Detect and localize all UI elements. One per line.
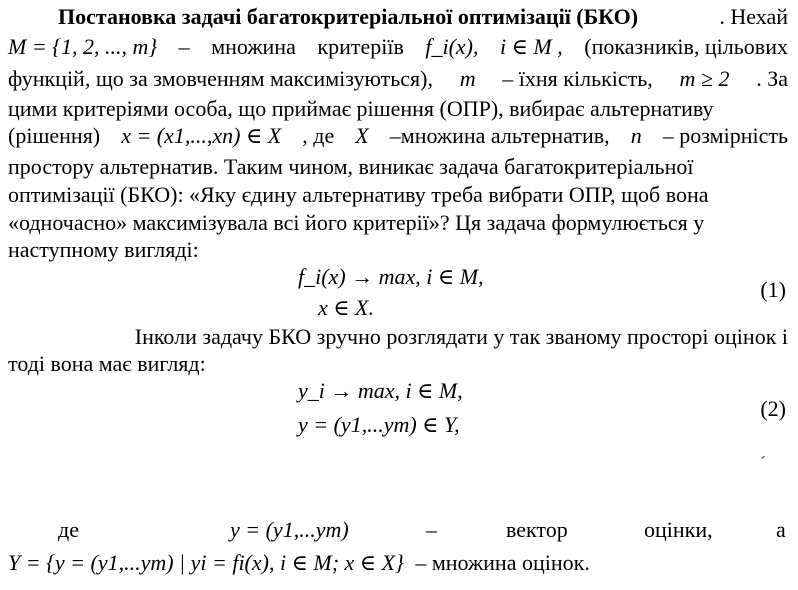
stray-mark: ˊ xyxy=(760,453,766,473)
text-line-4 xyxy=(8,94,788,124)
word: критеріїв xyxy=(317,34,404,59)
text-line-3 xyxy=(8,64,788,94)
text-fragment: . За xyxy=(756,66,788,91)
text-line-9 xyxy=(8,235,788,265)
text-fragment: (показників, цільових xyxy=(584,34,788,59)
equation-1-number: (1) xyxy=(760,277,786,302)
text-line-6 xyxy=(8,152,788,182)
equation-2-number: (2) xyxy=(760,396,786,421)
text-fragment: , де xyxy=(302,123,335,148)
text-line-13 xyxy=(8,548,788,578)
word-vector: вектор xyxy=(506,517,568,542)
equation-2-line-2: y = (y1,...ym) ∈ Y, xyxy=(298,412,460,437)
variable-X: X xyxy=(355,123,369,148)
text-fragment: –множина альтернатив, xyxy=(389,123,610,148)
text-line-2 xyxy=(8,32,788,62)
text-line-8 xyxy=(8,208,788,238)
text-fragment: наступному вигляді: xyxy=(8,237,199,262)
word: множина xyxy=(211,34,296,59)
alternative-vector-formula: x = (x1,...,xn) ∈ X xyxy=(121,123,282,148)
text-fragment: – множина оцінок. xyxy=(415,550,590,575)
word-de: де xyxy=(58,517,79,542)
estimate-vector-formula: y = (y1,...ym) xyxy=(230,517,349,542)
equation-1-line-1: f_i(x) → max, i ∈ M, xyxy=(298,264,484,289)
text-fragment: Інколи задачу БКО зручно розглядати у так званому просторі оцінок і xyxy=(134,324,788,349)
dash: – xyxy=(426,517,437,542)
dash: – xyxy=(178,34,190,59)
variable-n: n xyxy=(630,123,642,148)
section-heading: Постановка задачі багатокритеріальної оптимізації (БКО) xyxy=(58,4,639,29)
text-line-12 xyxy=(8,515,788,545)
text-line-5 xyxy=(8,121,788,151)
text-fragment: тоді вона має вигляд: xyxy=(8,351,206,376)
text-line-7 xyxy=(8,180,788,210)
word-ocinky: оцінки, xyxy=(644,517,713,542)
criterion-function-formula: f_i(x), xyxy=(425,34,479,59)
index-set-formula: i ∈ M , xyxy=(500,34,563,59)
text-fragment: оптимізації (БКО): «Яку єдину альтернативу треба вибрати ОПР, щоб вона xyxy=(8,182,709,207)
text-fragment: «одночасно» максимізувала всі його критерії»? Ця задача формулюється у xyxy=(8,210,705,235)
equation-2-line-1: y_i → max, i ∈ M, xyxy=(298,378,463,403)
text-fragment: простору альтернатив. Таким чином, виникає задача багатокритеріальної xyxy=(8,154,694,179)
condition-formula: m ≥ 2 xyxy=(679,66,730,91)
text-line-1 xyxy=(8,2,788,32)
estimate-set-formula: Y = {y = (y1,...ym) | yi = fi(x), i ∈ M; x ∈ X} xyxy=(8,550,404,575)
text-line-11 xyxy=(8,349,788,379)
word-a: а xyxy=(776,517,786,542)
text-fragment: . Нехай xyxy=(719,4,788,29)
text-fragment: – їхня кількість, xyxy=(502,66,653,91)
text-fragment: цими критеріями особа, що приймає рішення (ОПР), вибирає альтернативу xyxy=(8,96,714,121)
text-line-10 xyxy=(8,322,788,352)
criteria-set-formula: M = {1, 2, ..., m} xyxy=(8,34,158,59)
equation-1-line-2: x ∈ X. xyxy=(318,295,374,320)
text-fragment: (рішення) xyxy=(8,123,101,148)
text-fragment: функцій, що за змовченням максимізуються), xyxy=(8,66,433,91)
text-fragment: – розмірність xyxy=(662,123,788,148)
variable-m: m xyxy=(459,66,476,91)
